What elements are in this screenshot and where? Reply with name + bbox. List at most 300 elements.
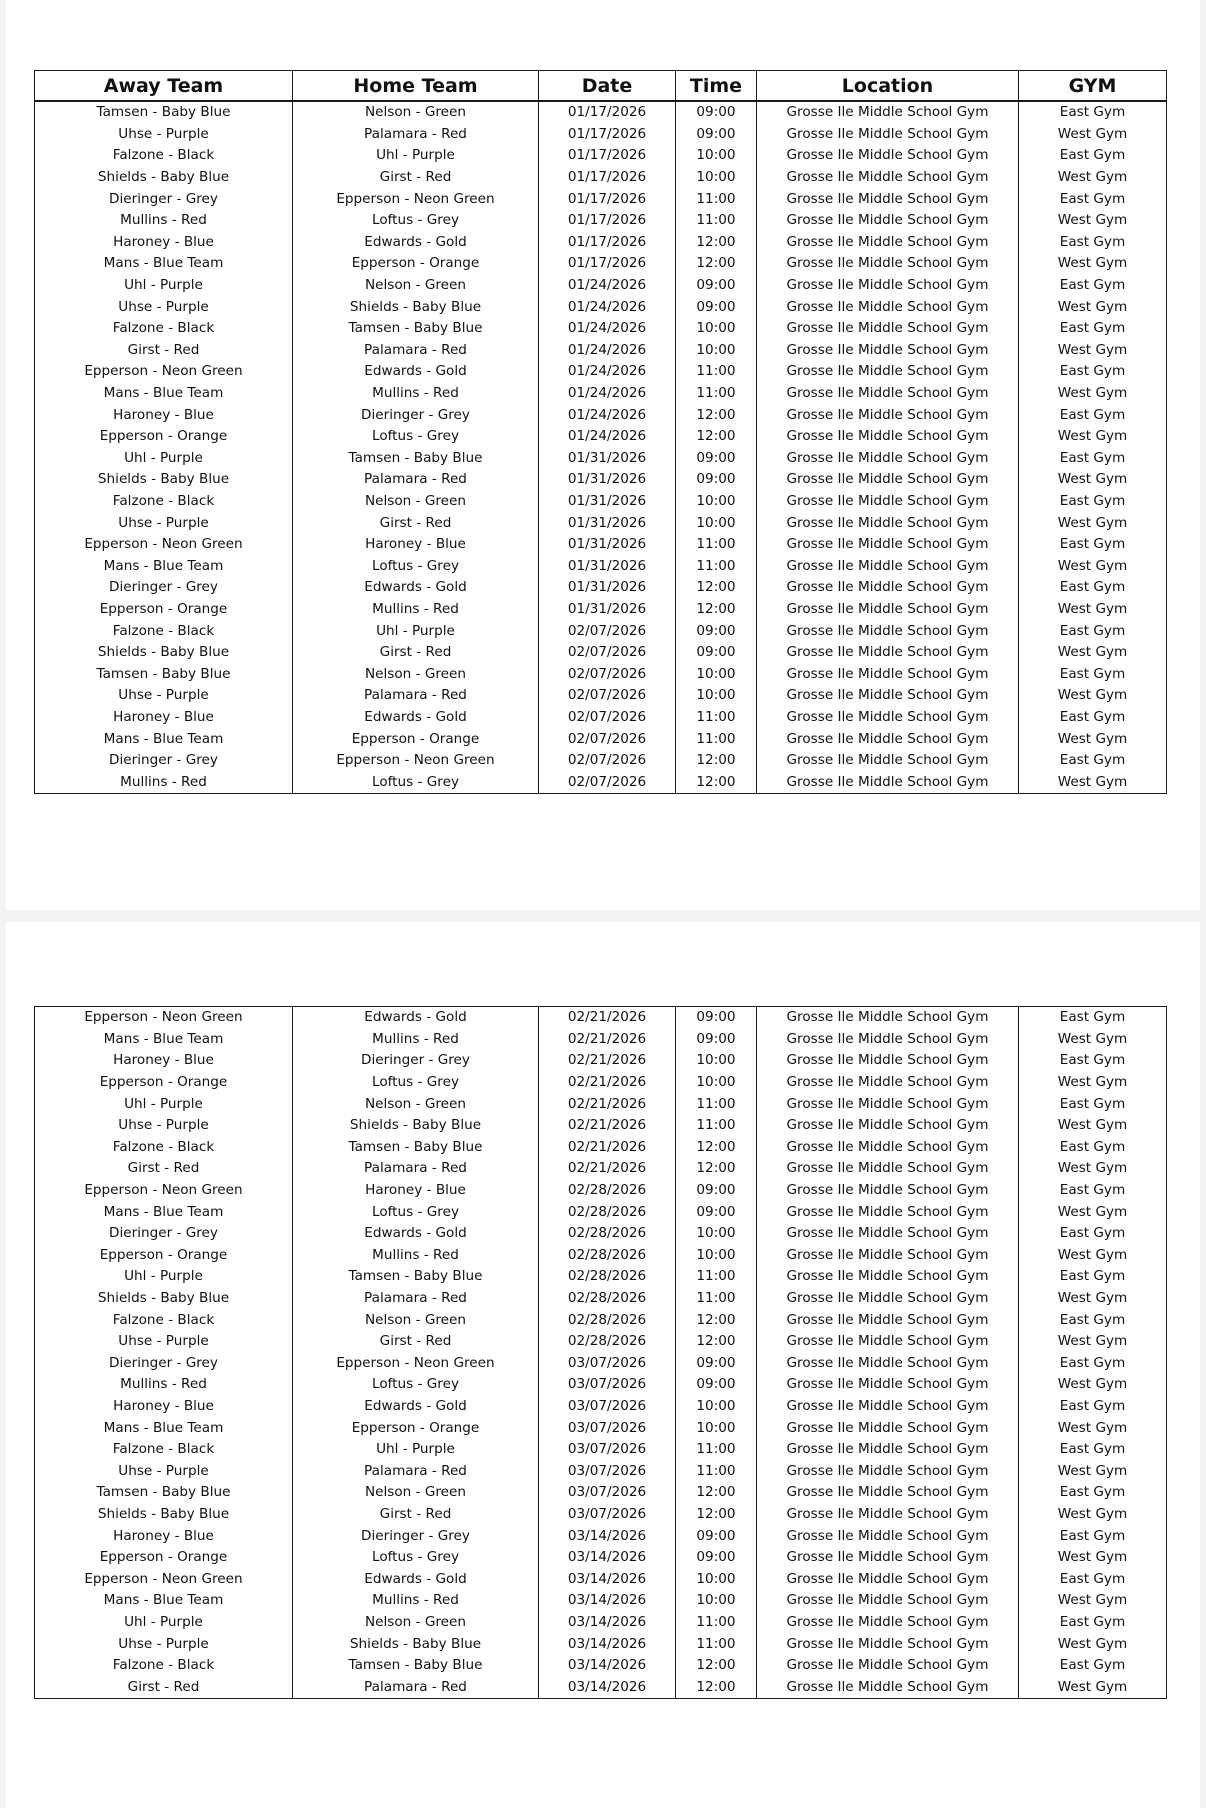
table-row [35,296,1167,318]
location-cell: Grosse Ile Middle School Gym [757,426,1019,448]
table-row [35,210,1167,232]
location-cell: Grosse Ile Middle School Gym [757,1223,1019,1245]
away-team-cell: Epperson - Orange [35,426,293,448]
location-cell: Grosse Ile Middle School Gym [757,555,1019,577]
home-team-cell: Mullins - Red [293,599,539,621]
time-cell: 09:00 [676,1007,757,1029]
time-cell: 12:00 [676,1158,757,1180]
home-team-cell: Uhl - Purple [293,620,539,642]
away-team-cell: Falzone - Black [35,1137,293,1159]
home-team-cell: Dieringer - Grey [293,1050,539,1072]
date-cell: 03/07/2026 [539,1417,676,1439]
date-cell: 01/17/2026 [539,210,676,232]
away-team-cell: Shields - Baby Blue [35,642,293,664]
away-team-cell: Falzone - Black [35,145,293,167]
location-cell: Grosse Ile Middle School Gym [757,383,1019,405]
location-cell: Grosse Ile Middle School Gym [757,1547,1019,1569]
away-team-cell: Epperson - Orange [35,1072,293,1094]
away-team-cell: Mullins - Red [35,210,293,232]
time-cell: 10:00 [676,512,757,534]
date-cell: 02/28/2026 [539,1223,676,1245]
table-row [35,728,1167,750]
home-team-cell: Edwards - Gold [293,577,539,599]
date-cell: 01/31/2026 [539,512,676,534]
schedule-rows [35,101,1167,794]
gym-cell: East Gym [1019,1353,1167,1375]
away-team-cell: Mans - Blue Team [35,1417,293,1439]
away-team-cell: Uhl - Purple [35,1093,293,1115]
location-cell: Grosse Ile Middle School Gym [757,232,1019,254]
home-team-cell: Loftus - Grey [293,1072,539,1094]
away-team-cell: Epperson - Neon Green [35,1180,293,1202]
home-team-cell: Tamsen - Baby Blue [293,1266,539,1288]
gym-cell: West Gym [1019,1590,1167,1612]
table-row [35,642,1167,664]
date-cell: 01/24/2026 [539,275,676,297]
location-cell: Grosse Ile Middle School Gym [757,1417,1019,1439]
away-team-cell: Uhse - Purple [35,124,293,146]
home-team-cell: Edwards - Gold [293,1568,539,1590]
location-cell: Grosse Ile Middle School Gym [757,1633,1019,1655]
date-cell: 01/17/2026 [539,124,676,146]
away-team-cell: Uhl - Purple [35,1266,293,1288]
home-team-cell: Tamsen - Baby Blue [293,1655,539,1677]
date-cell: 01/24/2026 [539,404,676,426]
date-cell: 02/21/2026 [539,1158,676,1180]
gym-cell: East Gym [1019,707,1167,729]
gym-cell: West Gym [1019,210,1167,232]
time-cell: 10:00 [676,685,757,707]
away-team-cell: Haroney - Blue [35,404,293,426]
location-cell: Grosse Ile Middle School Gym [757,707,1019,729]
time-cell: 12:00 [676,253,757,275]
date-cell: 01/24/2026 [539,340,676,362]
gym-cell: West Gym [1019,1029,1167,1051]
time-cell: 12:00 [676,577,757,599]
home-team-cell: Mullins - Red [293,1029,539,1051]
location-cell: Grosse Ile Middle School Gym [757,642,1019,664]
date-cell: 02/28/2026 [539,1331,676,1353]
gym-cell: East Gym [1019,1137,1167,1159]
schedule-table [34,70,1167,794]
location-cell: Grosse Ile Middle School Gym [757,771,1019,793]
table-row [35,404,1167,426]
location-cell: Grosse Ile Middle School Gym [757,210,1019,232]
away-team-cell: Falzone - Black [35,491,293,513]
away-team-cell: Epperson - Orange [35,1245,293,1267]
date-cell: 03/07/2026 [539,1504,676,1526]
home-team-cell: Mullins - Red [293,1245,539,1267]
table-row [35,1439,1167,1461]
table-row [35,577,1167,599]
table-row [35,512,1167,534]
table-row [35,448,1167,470]
time-cell: 09:00 [676,1029,757,1051]
location-cell: Grosse Ile Middle School Gym [757,361,1019,383]
table-row [35,1029,1167,1051]
away-team-cell: Mans - Blue Team [35,1029,293,1051]
location-cell: Grosse Ile Middle School Gym [757,1353,1019,1375]
home-team-cell: Palamara - Red [293,685,539,707]
time-cell: 09:00 [676,1201,757,1223]
date-cell: 02/07/2026 [539,707,676,729]
location-cell: Grosse Ile Middle School Gym [757,534,1019,556]
away-team-cell: Tamsen - Baby Blue [35,663,293,685]
away-team-cell: Shields - Baby Blue [35,167,293,189]
table-row [35,253,1167,275]
table-row [35,534,1167,556]
table-row [35,469,1167,491]
away-team-cell: Epperson - Neon Green [35,361,293,383]
time-cell: 09:00 [676,469,757,491]
home-team-cell: Epperson - Neon Green [293,188,539,210]
gym-cell: East Gym [1019,1655,1167,1677]
gym-cell: West Gym [1019,1201,1167,1223]
away-team-cell: Dieringer - Grey [35,1353,293,1375]
gym-cell: East Gym [1019,101,1167,124]
location-cell: Grosse Ile Middle School Gym [757,1482,1019,1504]
date-cell: 01/31/2026 [539,534,676,556]
home-team-cell: Nelson - Green [293,1612,539,1634]
time-cell: 10:00 [676,167,757,189]
gym-cell: West Gym [1019,555,1167,577]
home-team-cell: Edwards - Gold [293,232,539,254]
location-cell: Grosse Ile Middle School Gym [757,1568,1019,1590]
away-team-cell: Uhse - Purple [35,1460,293,1482]
home-team-cell: Shields - Baby Blue [293,1633,539,1655]
table-row [35,750,1167,772]
location-cell: Grosse Ile Middle School Gym [757,1590,1019,1612]
date-cell: 02/28/2026 [539,1288,676,1310]
date-cell: 01/17/2026 [539,253,676,275]
location-cell: Grosse Ile Middle School Gym [757,1137,1019,1159]
gym-cell: East Gym [1019,318,1167,340]
table-row [35,1201,1167,1223]
time-cell: 11:00 [676,210,757,232]
date-cell: 01/24/2026 [539,318,676,340]
date-cell: 03/14/2026 [539,1612,676,1634]
time-cell: 12:00 [676,750,757,772]
gym-cell: East Gym [1019,663,1167,685]
home-team-cell: Edwards - Gold [293,1007,539,1029]
home-team-cell: Tamsen - Baby Blue [293,1137,539,1159]
table-row [35,1655,1167,1677]
table-row [35,232,1167,254]
away-team-cell: Girst - Red [35,1158,293,1180]
table-row [35,1288,1167,1310]
location-cell: Grosse Ile Middle School Gym [757,1460,1019,1482]
time-cell: 10:00 [676,663,757,685]
time-cell: 09:00 [676,448,757,470]
table-row [35,1093,1167,1115]
away-team-cell: Mans - Blue Team [35,555,293,577]
time-cell: 11:00 [676,188,757,210]
header-date: Date [539,71,676,102]
header-time: Time [676,71,757,102]
gym-cell: West Gym [1019,340,1167,362]
location-cell: Grosse Ile Middle School Gym [757,1093,1019,1115]
time-cell: 11:00 [676,361,757,383]
location-cell: Grosse Ile Middle School Gym [757,253,1019,275]
table-row [35,383,1167,405]
table-row [35,1158,1167,1180]
table-row [35,1612,1167,1634]
gym-cell: West Gym [1019,771,1167,793]
home-team-cell: Girst - Red [293,1504,539,1526]
time-cell: 11:00 [676,1266,757,1288]
time-cell: 12:00 [676,1137,757,1159]
gym-cell: East Gym [1019,1482,1167,1504]
location-cell: Grosse Ile Middle School Gym [757,1525,1019,1547]
away-team-cell: Dieringer - Grey [35,577,293,599]
away-team-cell: Falzone - Black [35,1655,293,1677]
away-team-cell: Haroney - Blue [35,1525,293,1547]
away-team-cell: Uhse - Purple [35,1331,293,1353]
time-cell: 11:00 [676,1115,757,1137]
home-team-cell: Palamara - Red [293,340,539,362]
date-cell: 02/07/2026 [539,728,676,750]
date-cell: 01/17/2026 [539,232,676,254]
gym-cell: West Gym [1019,1676,1167,1698]
time-cell: 10:00 [676,1417,757,1439]
home-team-cell: Loftus - Grey [293,1201,539,1223]
date-cell: 01/24/2026 [539,296,676,318]
location-cell: Grosse Ile Middle School Gym [757,1158,1019,1180]
date-cell: 02/21/2026 [539,1137,676,1159]
header-home-team: Home Team [293,71,539,102]
table-row [35,145,1167,167]
gym-cell: East Gym [1019,232,1167,254]
time-cell: 12:00 [676,1309,757,1331]
date-cell: 02/21/2026 [539,1093,676,1115]
location-cell: Grosse Ile Middle School Gym [757,577,1019,599]
location-cell: Grosse Ile Middle School Gym [757,512,1019,534]
time-cell: 10:00 [676,1072,757,1094]
away-team-cell: Girst - Red [35,1676,293,1698]
away-team-cell: Falzone - Black [35,1309,293,1331]
table-row [35,1374,1167,1396]
location-cell: Grosse Ile Middle School Gym [757,1288,1019,1310]
table-row [35,599,1167,621]
gym-cell: East Gym [1019,620,1167,642]
date-cell: 02/07/2026 [539,750,676,772]
location-cell: Grosse Ile Middle School Gym [757,124,1019,146]
time-cell: 11:00 [676,534,757,556]
time-cell: 09:00 [676,296,757,318]
time-cell: 09:00 [676,642,757,664]
header-row [35,71,1167,102]
home-team-cell: Nelson - Green [293,1309,539,1331]
time-cell: 11:00 [676,1288,757,1310]
gym-cell: East Gym [1019,534,1167,556]
away-team-cell: Epperson - Neon Green [35,1007,293,1029]
time-cell: 09:00 [676,1525,757,1547]
time-cell: 11:00 [676,1093,757,1115]
time-cell: 10:00 [676,1223,757,1245]
schedule-rows [35,1007,1167,1699]
gym-cell: East Gym [1019,361,1167,383]
table-row [35,771,1167,793]
location-cell: Grosse Ile Middle School Gym [757,404,1019,426]
home-team-cell: Uhl - Purple [293,1439,539,1461]
date-cell: 02/07/2026 [539,642,676,664]
date-cell: 03/14/2026 [539,1655,676,1677]
gym-cell: West Gym [1019,469,1167,491]
home-team-cell: Epperson - Neon Green [293,1353,539,1375]
gym-cell: West Gym [1019,685,1167,707]
home-team-cell: Haroney - Blue [293,534,539,556]
table-row [35,1266,1167,1288]
date-cell: 01/31/2026 [539,448,676,470]
away-team-cell: Shields - Baby Blue [35,469,293,491]
time-cell: 12:00 [676,1655,757,1677]
away-team-cell: Girst - Red [35,340,293,362]
location-cell: Grosse Ile Middle School Gym [757,1050,1019,1072]
table-row [35,620,1167,642]
table-row [35,1245,1167,1267]
gym-cell: West Gym [1019,599,1167,621]
location-cell: Grosse Ile Middle School Gym [757,1115,1019,1137]
location-cell: Grosse Ile Middle School Gym [757,275,1019,297]
gym-cell: West Gym [1019,167,1167,189]
table-row [35,663,1167,685]
time-cell: 11:00 [676,1633,757,1655]
table-row [35,1180,1167,1202]
away-team-cell: Falzone - Black [35,620,293,642]
away-team-cell: Uhse - Purple [35,296,293,318]
home-team-cell: Dieringer - Grey [293,1525,539,1547]
schedule-page-1 [6,0,1200,910]
gym-cell: West Gym [1019,383,1167,405]
time-cell: 09:00 [676,1180,757,1202]
away-team-cell: Uhse - Purple [35,512,293,534]
away-team-cell: Dieringer - Grey [35,1223,293,1245]
home-team-cell: Nelson - Green [293,663,539,685]
location-cell: Grosse Ile Middle School Gym [757,469,1019,491]
gym-cell: East Gym [1019,145,1167,167]
home-team-cell: Tamsen - Baby Blue [293,318,539,340]
away-team-cell: Mans - Blue Team [35,253,293,275]
location-cell: Grosse Ile Middle School Gym [757,685,1019,707]
home-team-cell: Edwards - Gold [293,1396,539,1418]
gym-cell: West Gym [1019,1504,1167,1526]
table-row [35,1525,1167,1547]
location-cell: Grosse Ile Middle School Gym [757,1201,1019,1223]
date-cell: 01/17/2026 [539,167,676,189]
table-row [35,685,1167,707]
date-cell: 02/28/2026 [539,1245,676,1267]
table-row [35,1417,1167,1439]
time-cell: 12:00 [676,1676,757,1698]
away-team-cell: Uhse - Purple [35,1633,293,1655]
time-cell: 11:00 [676,1439,757,1461]
date-cell: 01/31/2026 [539,599,676,621]
location-cell: Grosse Ile Middle School Gym [757,145,1019,167]
table-row [35,318,1167,340]
away-team-cell: Dieringer - Grey [35,750,293,772]
home-team-cell: Edwards - Gold [293,1223,539,1245]
home-team-cell: Edwards - Gold [293,361,539,383]
header-away-team: Away Team [35,71,293,102]
gym-cell: West Gym [1019,1633,1167,1655]
date-cell: 03/14/2026 [539,1590,676,1612]
gym-cell: East Gym [1019,1050,1167,1072]
time-cell: 12:00 [676,1504,757,1526]
time-cell: 12:00 [676,404,757,426]
away-team-cell: Mans - Blue Team [35,1590,293,1612]
table-row [35,426,1167,448]
away-team-cell: Shields - Baby Blue [35,1504,293,1526]
date-cell: 01/17/2026 [539,101,676,124]
table-row [35,275,1167,297]
gym-cell: West Gym [1019,253,1167,275]
date-cell: 01/31/2026 [539,469,676,491]
home-team-cell: Shields - Baby Blue [293,1115,539,1137]
gym-cell: West Gym [1019,1288,1167,1310]
home-team-cell: Nelson - Green [293,101,539,124]
home-team-cell: Loftus - Grey [293,1547,539,1569]
location-cell: Grosse Ile Middle School Gym [757,1072,1019,1094]
gym-cell: West Gym [1019,1460,1167,1482]
table-row [35,1331,1167,1353]
home-team-cell: Loftus - Grey [293,210,539,232]
gym-cell: East Gym [1019,1439,1167,1461]
location-cell: Grosse Ile Middle School Gym [757,1504,1019,1526]
table-row [35,1223,1167,1245]
home-team-cell: Dieringer - Grey [293,404,539,426]
date-cell: 01/31/2026 [539,555,676,577]
table-row [35,1568,1167,1590]
table-row [35,1460,1167,1482]
table-row [35,101,1167,124]
home-team-cell: Epperson - Neon Green [293,750,539,772]
table-row [35,124,1167,146]
location-cell: Grosse Ile Middle School Gym [757,318,1019,340]
time-cell: 11:00 [676,555,757,577]
location-cell: Grosse Ile Middle School Gym [757,1331,1019,1353]
location-cell: Grosse Ile Middle School Gym [757,1007,1019,1029]
time-cell: 09:00 [676,124,757,146]
gym-cell: East Gym [1019,1223,1167,1245]
date-cell: 01/24/2026 [539,426,676,448]
gym-cell: West Gym [1019,1547,1167,1569]
away-team-cell: Mullins - Red [35,771,293,793]
gym-cell: West Gym [1019,1072,1167,1094]
away-team-cell: Uhl - Purple [35,448,293,470]
gym-cell: West Gym [1019,1115,1167,1137]
time-cell: 11:00 [676,707,757,729]
away-team-cell: Shields - Baby Blue [35,1288,293,1310]
away-team-cell: Epperson - Orange [35,1547,293,1569]
time-cell: 12:00 [676,599,757,621]
location-cell: Grosse Ile Middle School Gym [757,663,1019,685]
home-team-cell: Edwards - Gold [293,707,539,729]
gym-cell: West Gym [1019,512,1167,534]
away-team-cell: Haroney - Blue [35,1396,293,1418]
time-cell: 11:00 [676,728,757,750]
home-team-cell: Palamara - Red [293,124,539,146]
gym-cell: East Gym [1019,1266,1167,1288]
location-cell: Grosse Ile Middle School Gym [757,728,1019,750]
home-team-cell: Haroney - Blue [293,1180,539,1202]
time-cell: 09:00 [676,101,757,124]
gym-cell: East Gym [1019,1525,1167,1547]
time-cell: 10:00 [676,340,757,362]
away-team-cell: Uhse - Purple [35,685,293,707]
away-team-cell: Dieringer - Grey [35,188,293,210]
time-cell: 09:00 [676,1353,757,1375]
location-cell: Grosse Ile Middle School Gym [757,491,1019,513]
